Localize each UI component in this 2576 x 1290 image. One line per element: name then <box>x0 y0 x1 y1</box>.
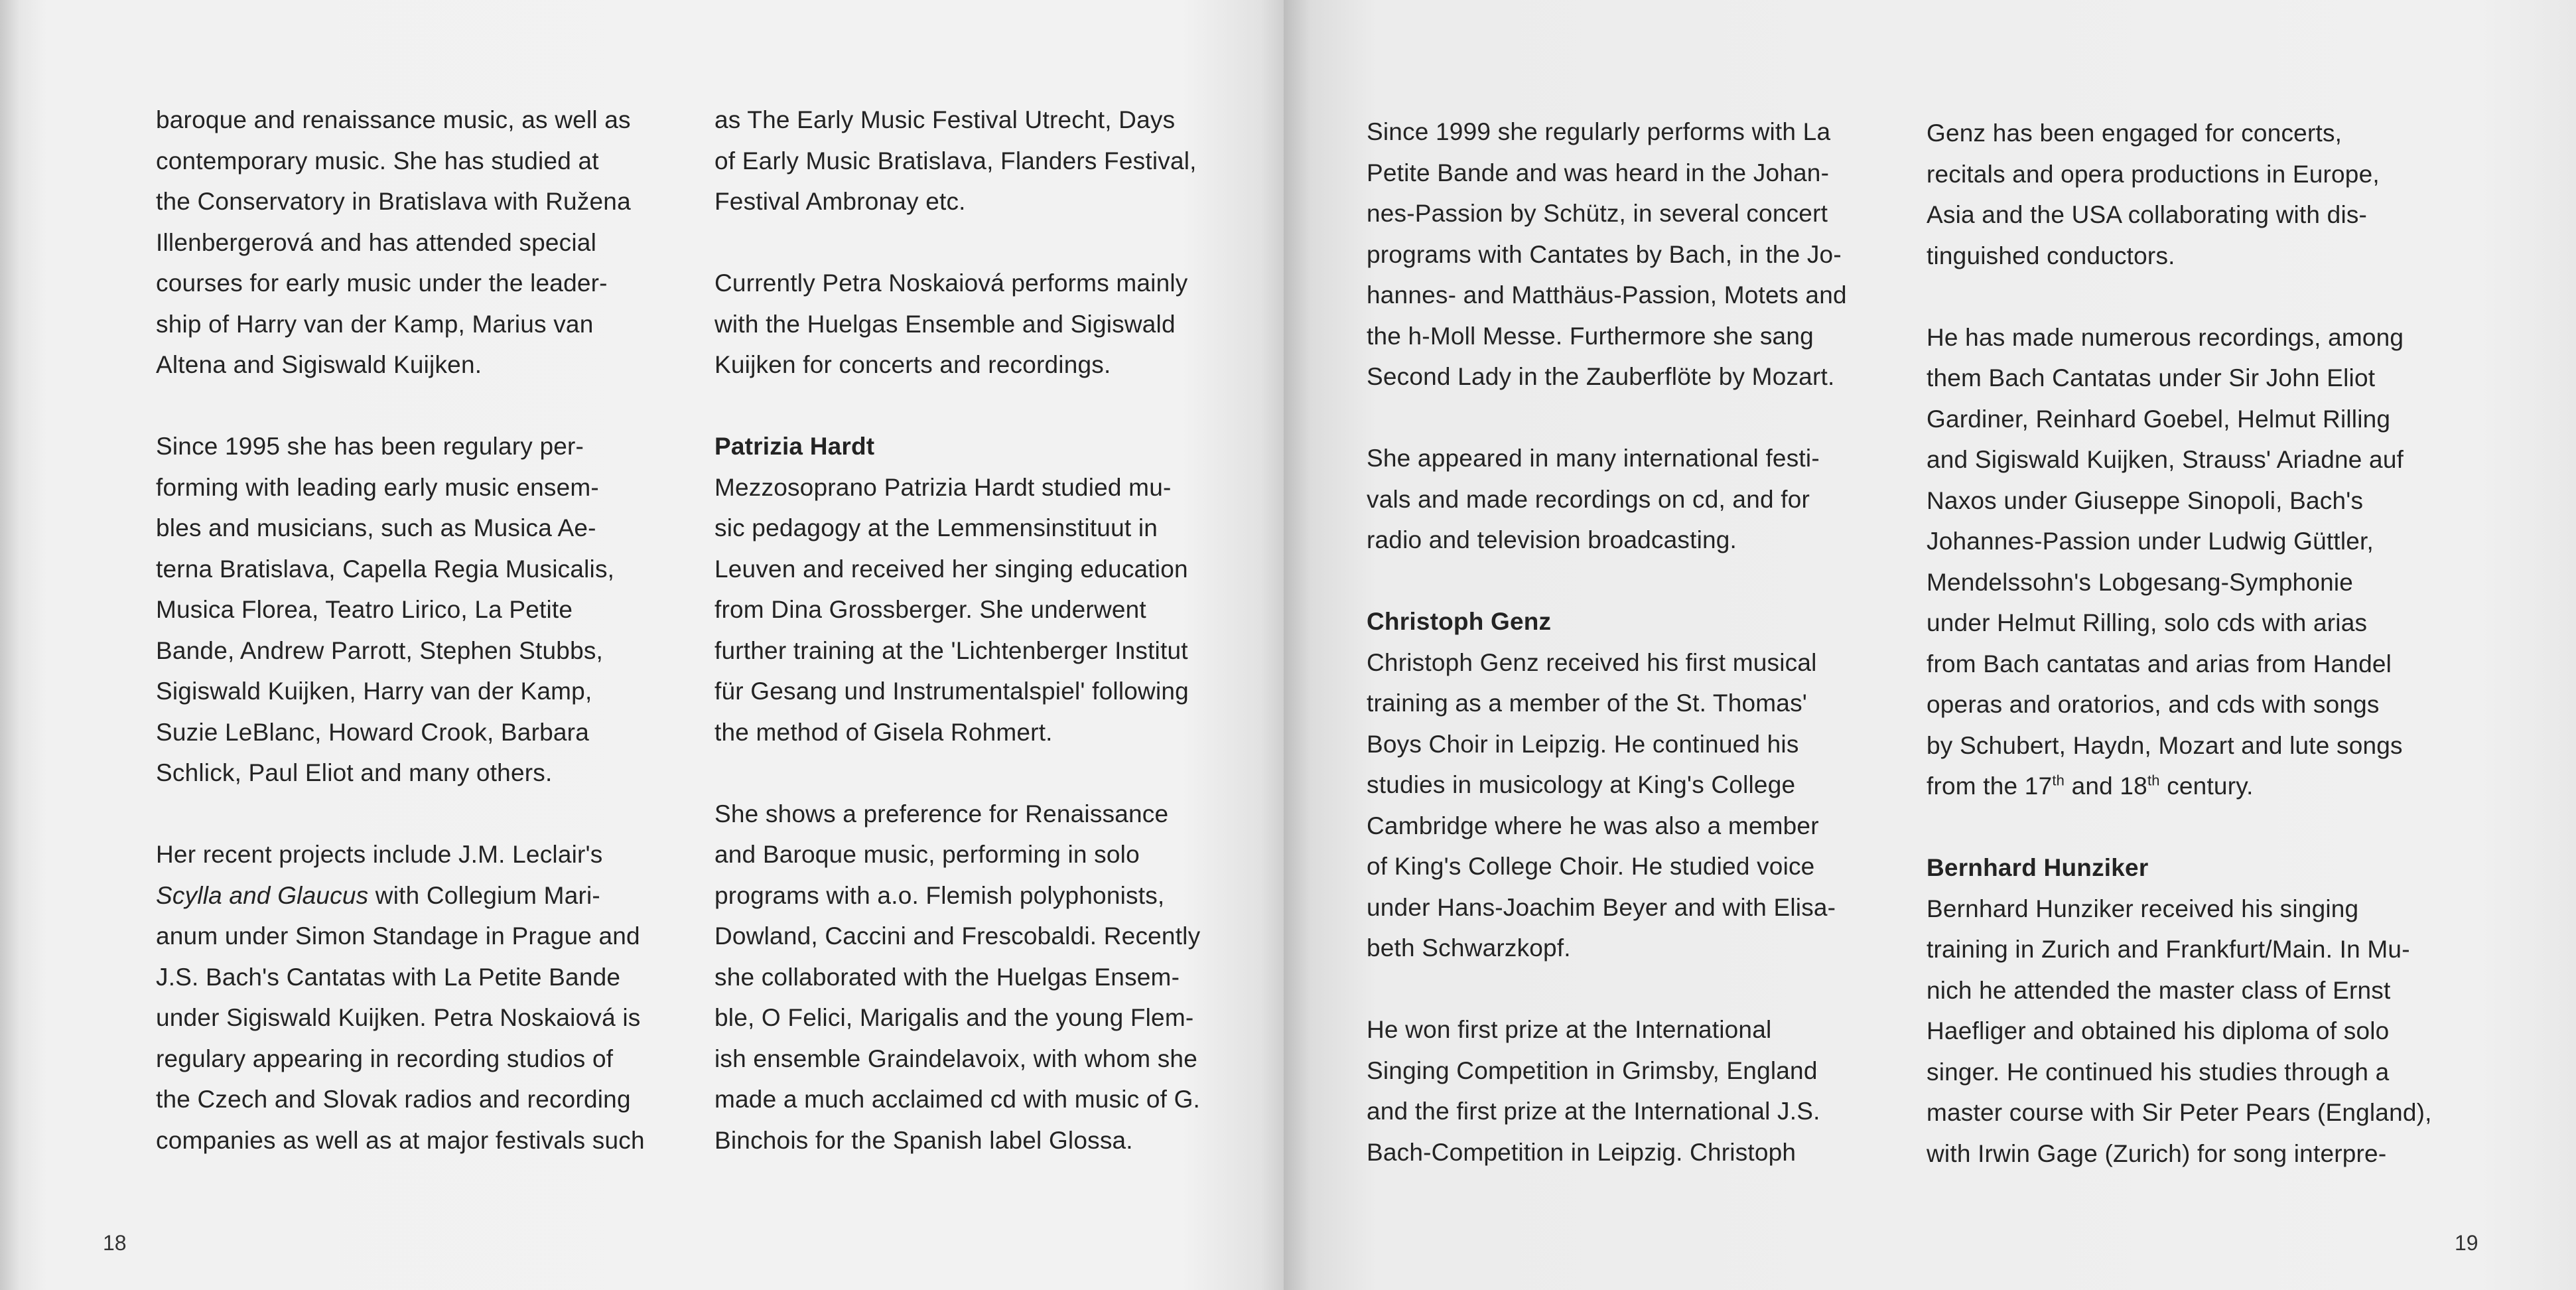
text-line: She shows a preference for Renaissance <box>714 800 1169 827</box>
text-line: recitals and opera productions in Europe, <box>1927 160 2380 188</box>
text-line: the h-Moll Messe. Furthermore she sang <box>1367 322 1814 350</box>
text-line: vals and made recordings on cd, and for <box>1367 485 1810 513</box>
text-line: tinguished conductors. <box>1927 242 2175 269</box>
text-line: the Czech and Slovak radios and recording <box>156 1086 631 1113</box>
text-line: Bach-Competition in Leipzig. Christoph <box>1367 1138 1796 1166</box>
text-line: with the Huelgas Ensemble and Sigiswald <box>714 310 1176 338</box>
text-line: contemporary music. She has studied at <box>156 147 599 175</box>
text-line: ish ensemble Graindelavoix, with whom she <box>714 1044 1197 1072</box>
text-line: nes-Passion by Schütz, in several concert <box>1367 200 1828 227</box>
text-line: Boys Choir in Leipzig. He continued his <box>1367 730 1799 758</box>
text-segment: and 18 <box>2065 772 2147 800</box>
paragraph <box>1927 113 2432 276</box>
text-line: She appeared in many international festi- <box>1367 445 1820 472</box>
text-line: beth Schwarzkopf. <box>1367 934 1571 962</box>
paragraph <box>1367 438 1847 561</box>
paragraph <box>156 426 645 794</box>
paragraph <box>1367 601 1847 969</box>
text-line: Sigiswald Kuijken, Harry van der Kamp, <box>156 678 592 705</box>
text-line: under Hans-Joachim Beyer and with Elisa- <box>1367 893 1836 921</box>
text-line: Cambridge where he was also a member <box>1367 812 1819 839</box>
text-line: singer. He continued his studies through a <box>1927 1058 2390 1086</box>
text-line: studies in musicology at King's College <box>1367 771 1796 798</box>
superscript: th <box>2147 772 2160 789</box>
text-line: Second Lady in the Zauberflöte by Mozart. <box>1367 363 1835 390</box>
text-line: and Baroque music, performing in solo <box>714 841 1140 868</box>
text-line: and Sigiswald Kuijken, Strauss' Ariadne auf <box>1927 446 2404 473</box>
text-line: under Sigiswald Kuijken. Petra Noskaiová is <box>156 1004 641 1031</box>
paragraph <box>1367 111 1847 397</box>
text-line: of King's College Choir. He studied voice <box>1367 853 1815 880</box>
text-line: Altena and Sigiswald Kuijken. <box>156 351 482 378</box>
paragraph <box>714 794 1200 1161</box>
text-column <box>714 100 1200 1202</box>
text-line: made a much acclaimed cd with music of G. <box>714 1086 1201 1113</box>
text-line: Kuijken for concerts and recordings. <box>714 351 1111 378</box>
text-column <box>1927 113 2432 1215</box>
text-line: training in Zurich and Frankfurt/Main. In Mu- <box>1927 936 2410 963</box>
text-line: Currently Petra Noskaiová performs mainly <box>714 269 1188 297</box>
left-page <box>0 0 1284 1290</box>
text-line: J.S. Bach's Cantatas with La Petite Bande <box>156 963 621 991</box>
text-line: Johannes-Passion under Ludwig Güttler, <box>1927 528 2374 555</box>
text-line: Haefliger and obtained his diploma of solo <box>1927 1017 2390 1044</box>
paragraph <box>714 426 1200 752</box>
text-line: further training at the 'Lichtenberger Institut <box>714 636 1188 664</box>
text-line: forming with leading early music ensem- <box>156 473 599 501</box>
text-line: Musica Florea, Teatro Lirico, La Petite <box>156 596 573 623</box>
text-line: Genz has been engaged for concerts, <box>1927 119 2342 147</box>
page-number: 19 <box>2455 1231 2478 1255</box>
text-line: hannes- and Matthäus-Passion, Motets and <box>1367 281 1847 309</box>
page-number: 18 <box>103 1231 127 1255</box>
paragraph <box>156 100 645 386</box>
text-line: by Schubert, Haydn, Mozart and lute songs <box>1927 731 2403 759</box>
section-heading: Bernhard Hunziker <box>1927 854 2149 881</box>
text-line: Singing Competition in Grimsby, England <box>1367 1056 1818 1084</box>
text-line: bles and musicians, such as Musica Ae- <box>156 514 596 541</box>
text-line: He won first prize at the International <box>1367 1016 1772 1043</box>
text-line: Mendelssohn's Lobgesang-Symphonie <box>1927 568 2354 596</box>
text-line: of Early Music Bratislava, Flanders Festival, <box>714 147 1197 175</box>
text-line: as The Early Music Festival Utrecht, Days <box>714 106 1176 133</box>
text-line: Mezzosoprano Patrizia Hardt studied mu- <box>714 473 1172 501</box>
right-page <box>1284 0 2576 1290</box>
text-line: Suzie LeBlanc, Howard Crook, Barbara <box>156 718 589 746</box>
text-line: Dowland, Caccini and Frescobaldi. Recently <box>714 922 1201 950</box>
text-line: regulary appearing in recording studios of <box>156 1044 614 1072</box>
text-line: terna Bratislava, Capella Regia Musicalis, <box>156 555 615 583</box>
text-line: Since 1995 she has been regulary per- <box>156 433 584 460</box>
text-line: Gardiner, Reinhard Goebel, Helmut Rilling <box>1927 405 2391 433</box>
paragraph <box>1927 317 2432 807</box>
text-line: Illenbergerová and has attended special <box>156 228 596 256</box>
text-line: and the first prize at the International J.S. <box>1367 1098 1820 1125</box>
section-heading: Patrizia Hardt <box>714 433 875 460</box>
text-line: operas and oratorios, and cds with songs <box>1927 691 2380 718</box>
text-line: Bernhard Hunziker received his singing <box>1927 895 2359 922</box>
text-line: programs with a.o. Flemish polyphonists, <box>714 881 1165 909</box>
text-line: Since 1999 she regularly performs with La <box>1367 118 1831 145</box>
text-line: ble, O Felici, Marigalis and the young Flem- <box>714 1004 1194 1031</box>
text-line: them Bach Cantatas under Sir John Eliot <box>1927 364 2376 392</box>
text-line: Christoph Genz received his first musical <box>1367 648 1817 676</box>
text-line: Binchois for the Spanish label Glossa. <box>714 1126 1133 1154</box>
italic-title: Scylla and Glaucus <box>156 881 369 909</box>
text-segment: century. <box>2159 772 2254 800</box>
text-column <box>156 100 645 1202</box>
text-line: Bande, Andrew Parrott, Stephen Stubbs, <box>156 636 604 664</box>
text-line <box>156 875 645 916</box>
text-line: radio and television broadcasting. <box>1367 526 1737 553</box>
text-segment: with Collegium Mari- <box>368 881 600 909</box>
text-line: He has made numerous recordings, among <box>1927 323 2404 351</box>
paragraph <box>714 263 1200 386</box>
paragraph <box>1927 847 2432 1174</box>
paragraph <box>714 100 1200 222</box>
paragraph <box>1367 1009 1847 1173</box>
text-line: Leuven and received her singing education <box>714 555 1188 583</box>
text-line <box>1927 766 2432 807</box>
text-line: programs with Cantates by Bach, in the Jo- <box>1367 240 1842 268</box>
text-line: the Conservatory in Bratislava with Ružena <box>156 188 631 215</box>
text-line: master course with Sir Peter Pears (England), <box>1927 1099 2432 1126</box>
text-line: she collaborated with the Huelgas Ensem- <box>714 963 1180 991</box>
section-heading: Christoph Genz <box>1367 608 1552 635</box>
text-segment: from the 17 <box>1927 772 2053 800</box>
text-line: Schlick, Paul Eliot and many others. <box>156 759 553 786</box>
text-line: sic pedagogy at the Lemmensinstituut in <box>714 514 1158 541</box>
text-line: Naxos under Giuseppe Sinopoli, Bach's <box>1927 486 2364 514</box>
text-line: with Irwin Gage (Zurich) for song interpre- <box>1927 1139 2387 1167</box>
text-line: the method of Gisela Rohmert. <box>714 718 1053 746</box>
text-line: anum under Simon Standage in Prague and <box>156 922 640 950</box>
text-line: courses for early music under the leader- <box>156 269 608 297</box>
text-line: from Bach cantatas and arias from Handel <box>1927 650 2392 678</box>
paragraph <box>156 834 645 1161</box>
text-line: Asia and the USA collaborating with dis- <box>1927 201 2368 228</box>
text-line: für Gesang und Instrumentalspiel' following <box>714 678 1189 705</box>
text-line: Petite Bande and was heard in the Johan- <box>1367 159 1830 186</box>
text-line: training as a member of the St. Thomas' <box>1367 689 1808 717</box>
text-line: Her recent projects include J.M. Leclair's <box>156 841 603 868</box>
text-column <box>1367 111 1847 1214</box>
text-line: baroque and renaissance music, as well as <box>156 106 631 133</box>
superscript: th <box>2052 772 2065 789</box>
text-line: from Dina Grossberger. She underwent <box>714 596 1146 623</box>
text-line: ship of Harry van der Kamp, Marius van <box>156 310 594 338</box>
text-line: under Helmut Rilling, solo cds with arias <box>1927 609 2368 636</box>
text-line: companies as well as at major festivals such <box>156 1126 645 1154</box>
text-line: nich he attended the master class of Ernst <box>1927 976 2391 1004</box>
text-line: Festival Ambronay etc. <box>714 188 966 215</box>
